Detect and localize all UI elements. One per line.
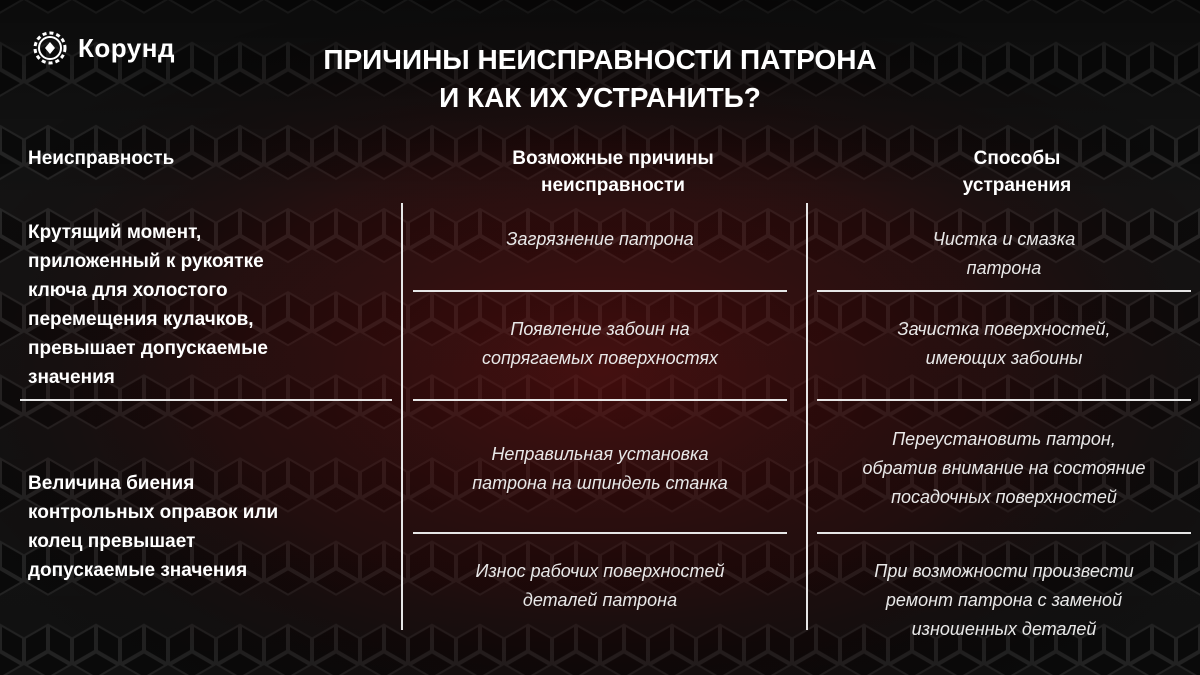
- brand-name: Корунд: [78, 32, 175, 63]
- cause-cell-3: [413, 440, 787, 498]
- remedy-4-line: При возможности произвести: [874, 561, 1134, 581]
- column-header-remedies-line-1: Способы: [973, 148, 1061, 169]
- row-divider-cause-3: [413, 532, 787, 534]
- gear-logo-icon: [30, 28, 70, 68]
- row-divider-remedy-1: [817, 290, 1191, 292]
- remedy-3-line: посадочных поверхностей: [891, 487, 1117, 507]
- fault-1-line: превышает допускаемые: [28, 338, 268, 359]
- remedy-cell-3: [817, 425, 1191, 512]
- column-header-causes-line-2: неисправности: [540, 175, 685, 196]
- page-title-line-1: ПРИЧИНЫ НЕИСПРАВНОСТИ ПАТРОНА: [323, 44, 877, 75]
- cause-3-line: Неправильная установка: [491, 444, 709, 464]
- row-divider-remedy-3: [817, 532, 1191, 534]
- fault-1-line: значения: [28, 367, 115, 388]
- cause-2-line: Появление забоин на: [510, 319, 690, 339]
- fault-2-line: колец превышает: [28, 531, 196, 552]
- fault-2-line: допускаемые значения: [28, 560, 248, 581]
- row-divider-remedy-2: [817, 399, 1191, 401]
- cause-2-line: сопрягаемых поверхностях: [481, 348, 719, 368]
- cause-4-line: деталей патрона: [522, 590, 678, 610]
- remedy-3-line: обратив внимание на состояние: [862, 458, 1146, 478]
- row-divider-cause-2: [413, 399, 787, 401]
- cause-cell-2: [413, 315, 787, 373]
- cause-cell-1: [413, 225, 787, 254]
- cause-cell-4: [413, 557, 787, 615]
- row-divider-cause-1: [413, 290, 787, 292]
- row-divider-fault: [20, 399, 392, 401]
- remedy-cell-2: [817, 315, 1191, 373]
- fault-cell-2: [28, 469, 388, 585]
- remedy-2-line: имеющих забоины: [925, 348, 1083, 368]
- cause-1-line: Загрязнение патрона: [506, 229, 694, 249]
- remedy-4-line: ремонт патрона с заменой: [885, 590, 1123, 610]
- fault-1-line: приложенный к рукоятке: [28, 251, 264, 272]
- page-title-line-2: И КАК ИХ УСТРАНИТЬ?: [439, 82, 761, 113]
- cause-4-line: Износ рабочих поверхностей: [475, 561, 725, 581]
- column-header-remedies: [817, 145, 1200, 199]
- column-header-causes: [413, 145, 813, 199]
- fault-cell-1: [28, 218, 388, 392]
- column-header-remedies-line-2: устранения: [962, 175, 1072, 196]
- fault-2-line: контрольных оправок или: [28, 502, 279, 523]
- remedy-1-line: Чистка и смазка: [932, 229, 1076, 249]
- remedy-3-line: Переустановить патрон,: [892, 429, 1116, 449]
- column-header-causes-line-1: Возможные причины: [512, 148, 714, 169]
- remedy-4-line: изношенных деталей: [911, 619, 1097, 639]
- fault-1-line: ключа для холостого: [28, 280, 228, 301]
- remedy-1-line: патрона: [966, 258, 1042, 278]
- fault-1-line: перемещения кулачков,: [28, 309, 254, 330]
- remedy-cell-1: [817, 225, 1191, 283]
- fault-2-line: Величина биения: [28, 473, 195, 494]
- remedy-cell-4: [817, 557, 1191, 644]
- column-header-fault: Неисправность: [28, 148, 175, 169]
- fault-1-line: Крутящий момент,: [28, 222, 202, 243]
- column-divider-2: [806, 203, 808, 630]
- column-divider-1: [401, 203, 403, 630]
- cause-3-line: патрона на шпиндель станка: [472, 473, 728, 493]
- remedy-2-line: Зачистка поверхностей,: [897, 319, 1111, 339]
- brand-logo: [30, 28, 175, 68]
